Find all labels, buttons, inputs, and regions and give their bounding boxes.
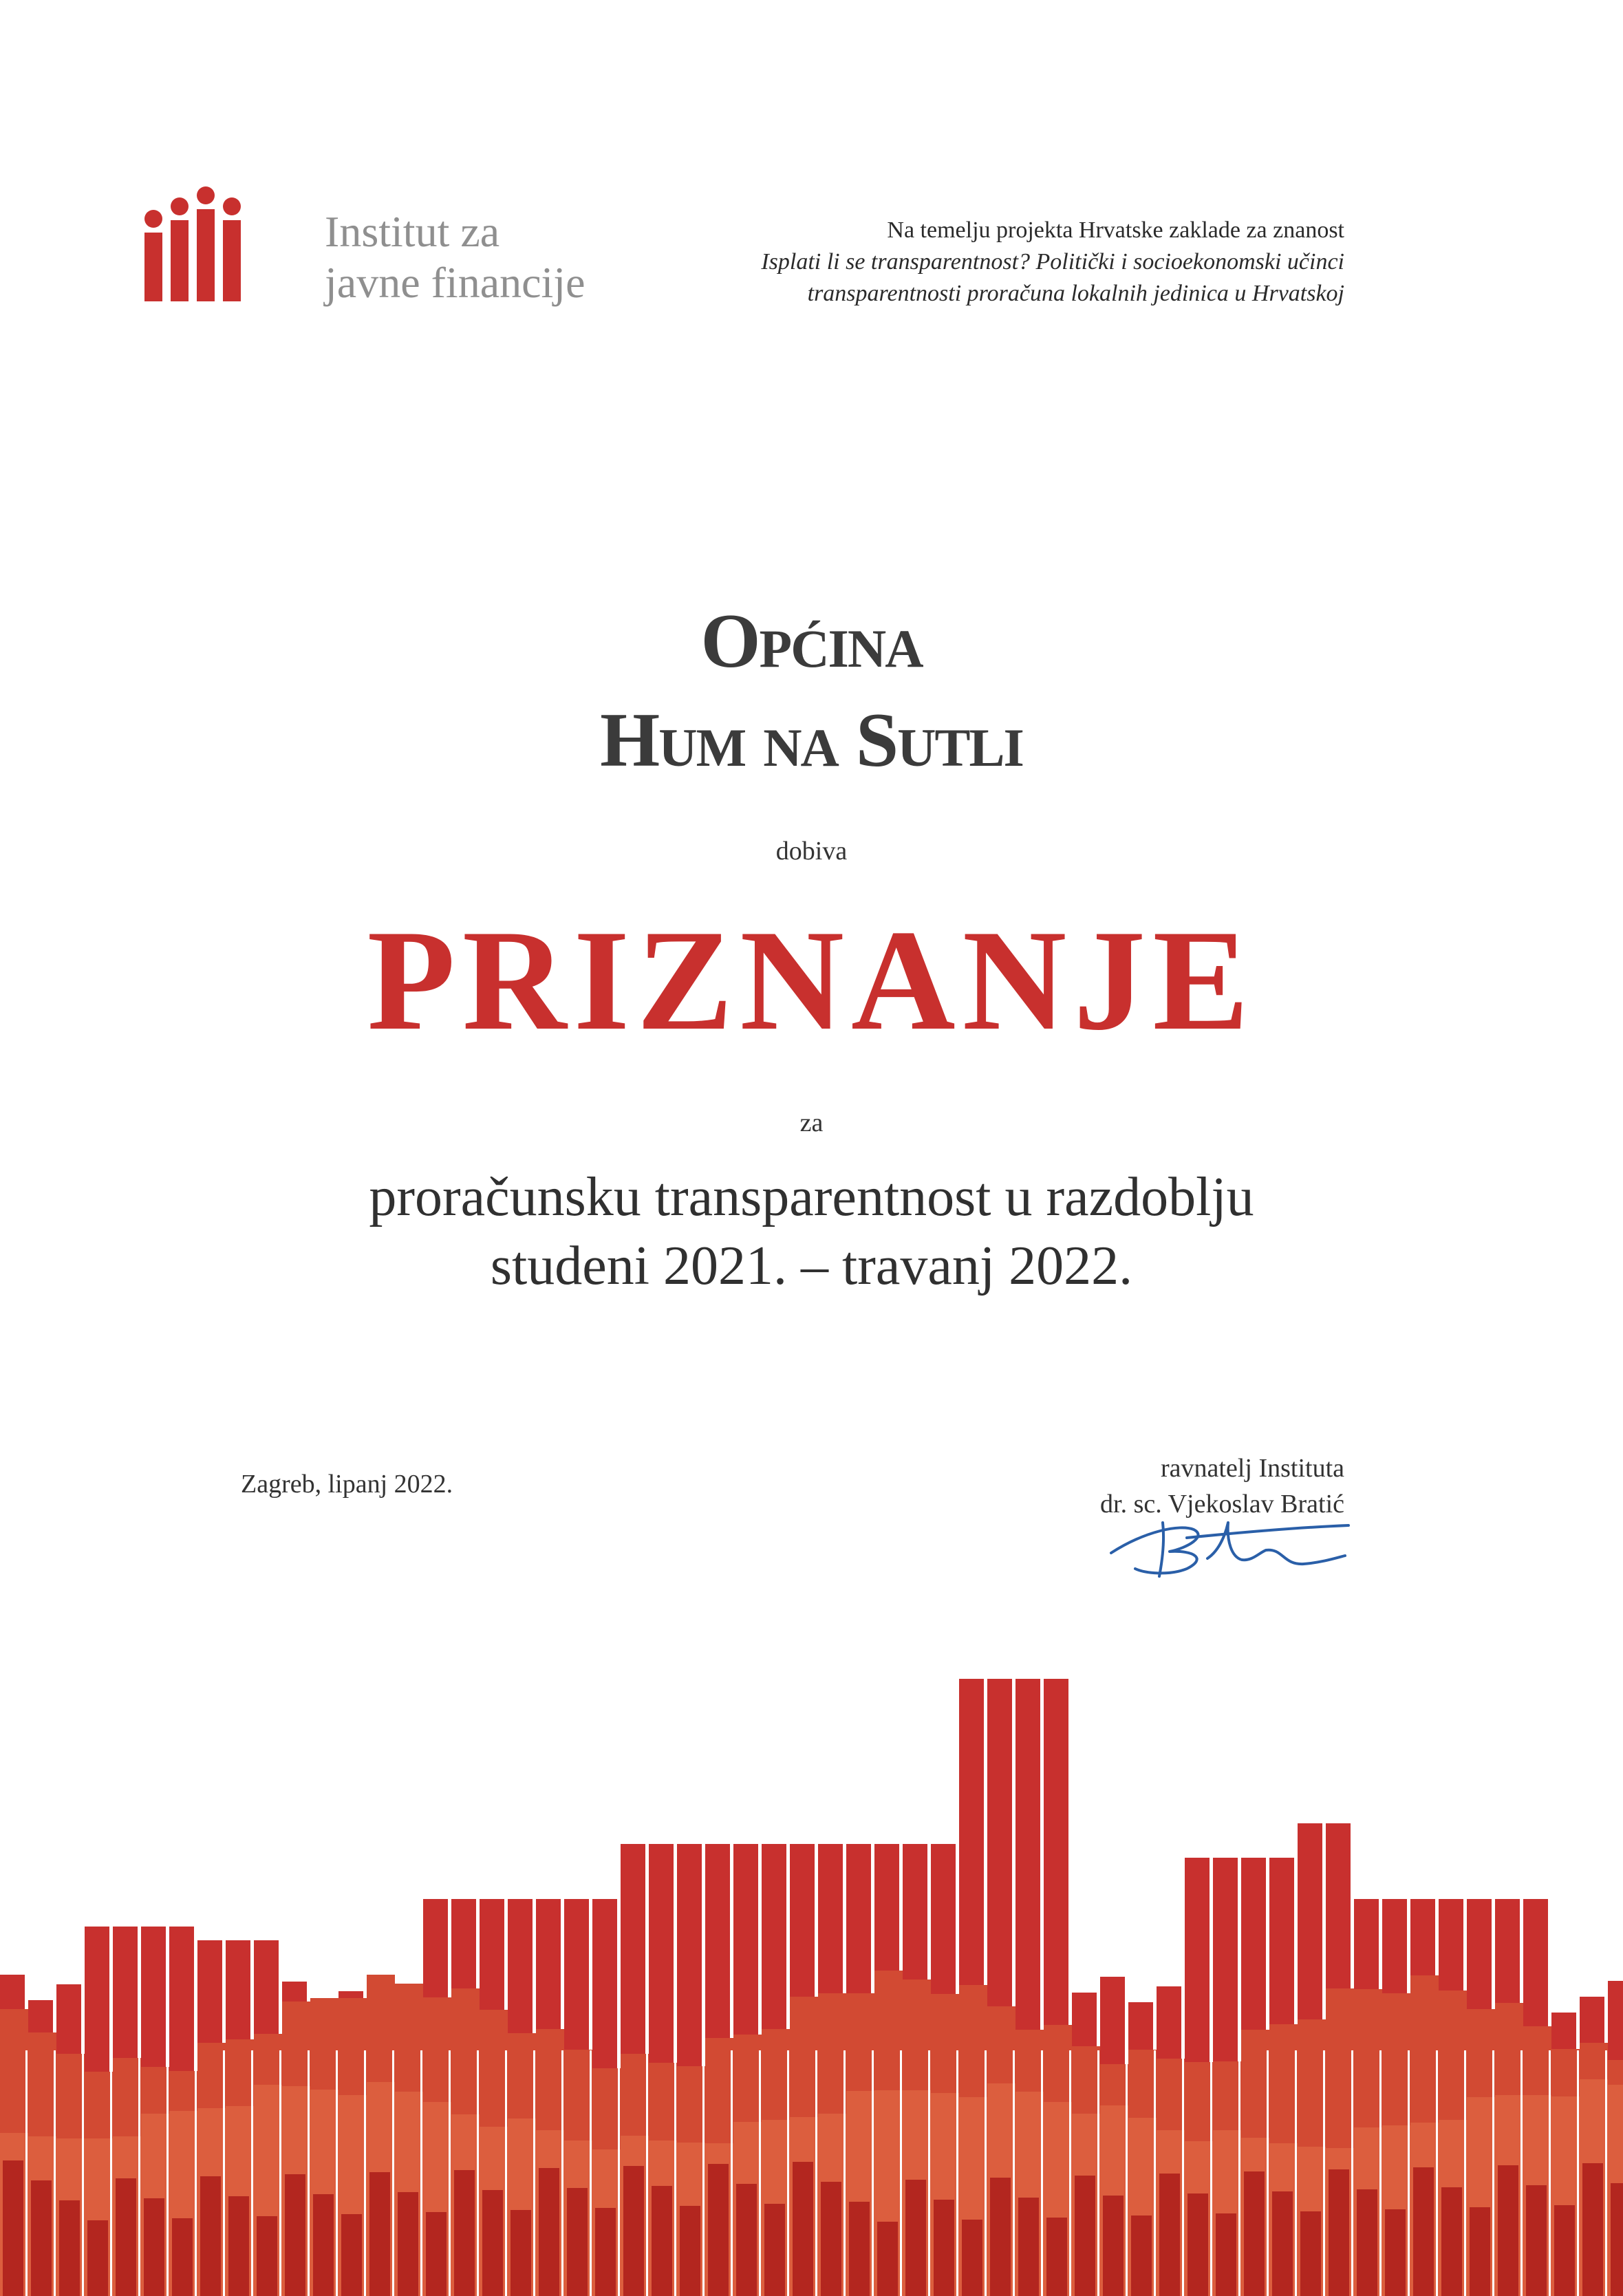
skyline-gap bbox=[674, 2050, 676, 2296]
skyline-gap bbox=[279, 2050, 281, 2296]
skyline-bars-decoration bbox=[0, 1665, 1623, 2296]
award-reason-line1: proračunsku transparentnost u razdoblju bbox=[369, 1167, 1254, 1227]
skyline-gap bbox=[815, 2050, 817, 2296]
skyline-gap bbox=[787, 2050, 789, 2296]
skyline-gap bbox=[731, 2050, 733, 2296]
skyline-dark-bar bbox=[764, 2204, 785, 2296]
skyline-dark-bar bbox=[821, 2182, 841, 2296]
institute-name-line1: Institut za bbox=[325, 207, 500, 256]
skyline-dark-bar bbox=[1498, 2165, 1518, 2296]
skyline-gap bbox=[985, 2050, 987, 2296]
skyline-dark-bar bbox=[341, 2214, 362, 2296]
project-note-line1: Na temelju projekta Hrvatske zaklade za znanost bbox=[887, 217, 1344, 243]
award-reason bbox=[0, 1163, 1623, 1300]
skyline-gap bbox=[54, 2050, 56, 2296]
skyline-gap bbox=[1577, 2050, 1579, 2296]
signatory-name: dr. sc. Vjekoslav Bratić bbox=[1100, 1490, 1344, 1519]
skyline-gap bbox=[308, 2050, 310, 2296]
skyline-gap bbox=[759, 2050, 761, 2296]
skyline-gap bbox=[1097, 2050, 1099, 2296]
skyline-gap bbox=[1408, 2050, 1410, 2296]
skyline-dark-bar bbox=[1103, 2196, 1124, 2296]
skyline-gap bbox=[1210, 2050, 1212, 2296]
skyline-gap bbox=[928, 2050, 930, 2296]
skyline-gap bbox=[195, 2050, 197, 2296]
skyline-gap bbox=[561, 2050, 563, 2296]
skyline-dark-bar bbox=[708, 2164, 729, 2296]
skyline-dark-bar bbox=[1554, 2205, 1575, 2296]
skyline-gap bbox=[110, 2050, 112, 2296]
recipient-line2: Hum na Sutli bbox=[600, 698, 1023, 783]
skyline-gap bbox=[392, 2050, 394, 2296]
skyline-dark-bar bbox=[1244, 2171, 1265, 2296]
skyline-gap bbox=[1238, 2050, 1240, 2296]
skyline-gap bbox=[1295, 2050, 1297, 2296]
skyline-dark-bar bbox=[1357, 2189, 1377, 2296]
skyline-dark-bar bbox=[144, 2198, 164, 2296]
skyline-gap bbox=[1069, 2050, 1071, 2296]
skyline-dark-bar bbox=[228, 2196, 249, 2296]
skyline-dark-bar bbox=[934, 2200, 954, 2296]
skyline-gap bbox=[646, 2050, 648, 2296]
skyline-gap bbox=[1182, 2050, 1184, 2296]
skyline-gap bbox=[1464, 2050, 1466, 2296]
skyline-gap bbox=[138, 2050, 140, 2296]
recipient-name bbox=[0, 592, 1623, 790]
skyline-gap bbox=[590, 2050, 592, 2296]
skyline-gap bbox=[1013, 2050, 1015, 2296]
skyline-dark-bar bbox=[426, 2212, 447, 2296]
skyline-dark-bar bbox=[990, 2178, 1011, 2296]
skyline-dark-bar bbox=[595, 2208, 616, 2296]
skyline-gap bbox=[420, 2050, 422, 2296]
skyline-gap bbox=[1492, 2050, 1494, 2296]
skyline-gap bbox=[872, 2050, 874, 2296]
skyline-gap bbox=[477, 2050, 479, 2296]
skyline-gap bbox=[251, 2050, 253, 2296]
skyline-dark-bar bbox=[736, 2184, 757, 2296]
skyline-dark-bar bbox=[285, 2174, 305, 2296]
skyline-gap bbox=[223, 2050, 225, 2296]
skyline-gap bbox=[336, 2050, 338, 2296]
skyline-dark-bar bbox=[1413, 2167, 1434, 2296]
skyline-dark-bar bbox=[31, 2180, 52, 2296]
skyline-gap bbox=[1323, 2050, 1325, 2296]
award-title: PRIZNANJE bbox=[367, 901, 1256, 1060]
skyline-gap bbox=[1267, 2050, 1269, 2296]
dobiva-text: dobiva bbox=[775, 837, 848, 866]
skyline-gap bbox=[533, 2050, 535, 2296]
skyline-dark-bar bbox=[313, 2194, 334, 2296]
skyline-dark-bar bbox=[1300, 2211, 1321, 2296]
signatory-title: ravnatelj Instituta bbox=[1161, 1454, 1344, 1483]
skyline-dark-bar bbox=[1385, 2209, 1406, 2296]
skyline-dark-bar bbox=[1075, 2176, 1095, 2296]
skyline-dark-bar bbox=[200, 2176, 221, 2296]
skyline-dark-bar bbox=[398, 2192, 418, 2296]
skyline-gap bbox=[1126, 2050, 1128, 2296]
skyline-dark-bar bbox=[905, 2180, 926, 2296]
skyline-gap bbox=[364, 2050, 366, 2296]
skyline-gap bbox=[1605, 2050, 1607, 2296]
institute-name-line2: javne financije bbox=[325, 258, 585, 307]
skyline-dark-bar bbox=[877, 2222, 898, 2296]
skyline-gap bbox=[1379, 2050, 1382, 2296]
skyline-dark-bar bbox=[87, 2220, 108, 2296]
skyline-gap bbox=[702, 2050, 705, 2296]
za-text: za bbox=[799, 1108, 824, 1137]
institute-name bbox=[325, 206, 682, 308]
skyline-dark-bar bbox=[1582, 2163, 1603, 2296]
skyline-gap bbox=[1436, 2050, 1438, 2296]
skyline-gap bbox=[166, 2050, 169, 2296]
skyline-dark-bar bbox=[1018, 2198, 1039, 2296]
skyline-gap bbox=[25, 2050, 28, 2296]
skyline-dark-bar bbox=[680, 2206, 700, 2296]
skyline-dark-bar bbox=[1470, 2207, 1490, 2296]
skyline-dark-bar bbox=[623, 2166, 644, 2296]
skyline-gap bbox=[1351, 2050, 1353, 2296]
skyline-dark-bar bbox=[1131, 2215, 1152, 2296]
skyline-dark-bar bbox=[1272, 2191, 1293, 2296]
skyline-gap bbox=[449, 2050, 451, 2296]
skyline-gap bbox=[82, 2050, 84, 2296]
skyline-dark-bar bbox=[1329, 2169, 1349, 2296]
skyline-dark-bar bbox=[454, 2170, 475, 2296]
skyline-dark-bar bbox=[1441, 2187, 1462, 2296]
skyline-dark-bar bbox=[793, 2162, 813, 2296]
signature-icon bbox=[1104, 1510, 1352, 1586]
skyline-gap bbox=[1549, 2050, 1551, 2296]
skyline-gap bbox=[1154, 2050, 1156, 2296]
project-note-line3: transparentnosti proračuna lokalnih jedinica u Hrvatskoj bbox=[807, 281, 1344, 306]
skyline-dark-bar bbox=[116, 2178, 136, 2296]
skyline-dark-bar bbox=[1216, 2213, 1236, 2296]
project-note bbox=[656, 215, 1344, 310]
skyline-dark-bar bbox=[510, 2210, 531, 2296]
skyline-dark-bar bbox=[962, 2220, 982, 2296]
skyline-dark-bar bbox=[849, 2202, 870, 2296]
place-date: Zagreb, lipanj 2022. bbox=[241, 1470, 453, 1499]
institute-logo-icon bbox=[141, 186, 244, 303]
skyline-dark-bar bbox=[482, 2190, 503, 2296]
skyline-dark-bar bbox=[1611, 2183, 1623, 2296]
award-reason-line2: studeni 2021. – travanj 2022. bbox=[490, 1236, 1133, 1296]
skyline-dark-bar bbox=[59, 2200, 80, 2296]
skyline-dark-bar bbox=[1187, 2193, 1208, 2296]
skyline-dark-bar bbox=[257, 2216, 277, 2296]
skyline-dark-bar bbox=[369, 2172, 390, 2296]
skyline-gap bbox=[505, 2050, 507, 2296]
skyline-gap bbox=[956, 2050, 958, 2296]
skyline-gap bbox=[843, 2050, 846, 2296]
skyline-dark-bar bbox=[1046, 2218, 1067, 2296]
recipient-line1: Općina bbox=[700, 599, 923, 684]
skyline-gap bbox=[618, 2050, 620, 2296]
skyline-dark-bar bbox=[567, 2188, 588, 2296]
skyline-gap bbox=[900, 2050, 902, 2296]
skyline-dark-bar bbox=[172, 2218, 193, 2296]
skyline-dark-bar bbox=[1159, 2174, 1180, 2296]
skyline-dark-bar bbox=[652, 2186, 672, 2296]
skyline-dark-bar bbox=[539, 2168, 559, 2296]
skyline-dark-bar bbox=[1526, 2185, 1547, 2296]
skyline-dark-bar bbox=[3, 2160, 23, 2296]
skyline-gap bbox=[1041, 2050, 1043, 2296]
skyline-gap bbox=[1520, 2050, 1523, 2296]
project-note-line2: Isplati li se transparentnost? Politički i socioekonomski učinci bbox=[761, 249, 1344, 275]
